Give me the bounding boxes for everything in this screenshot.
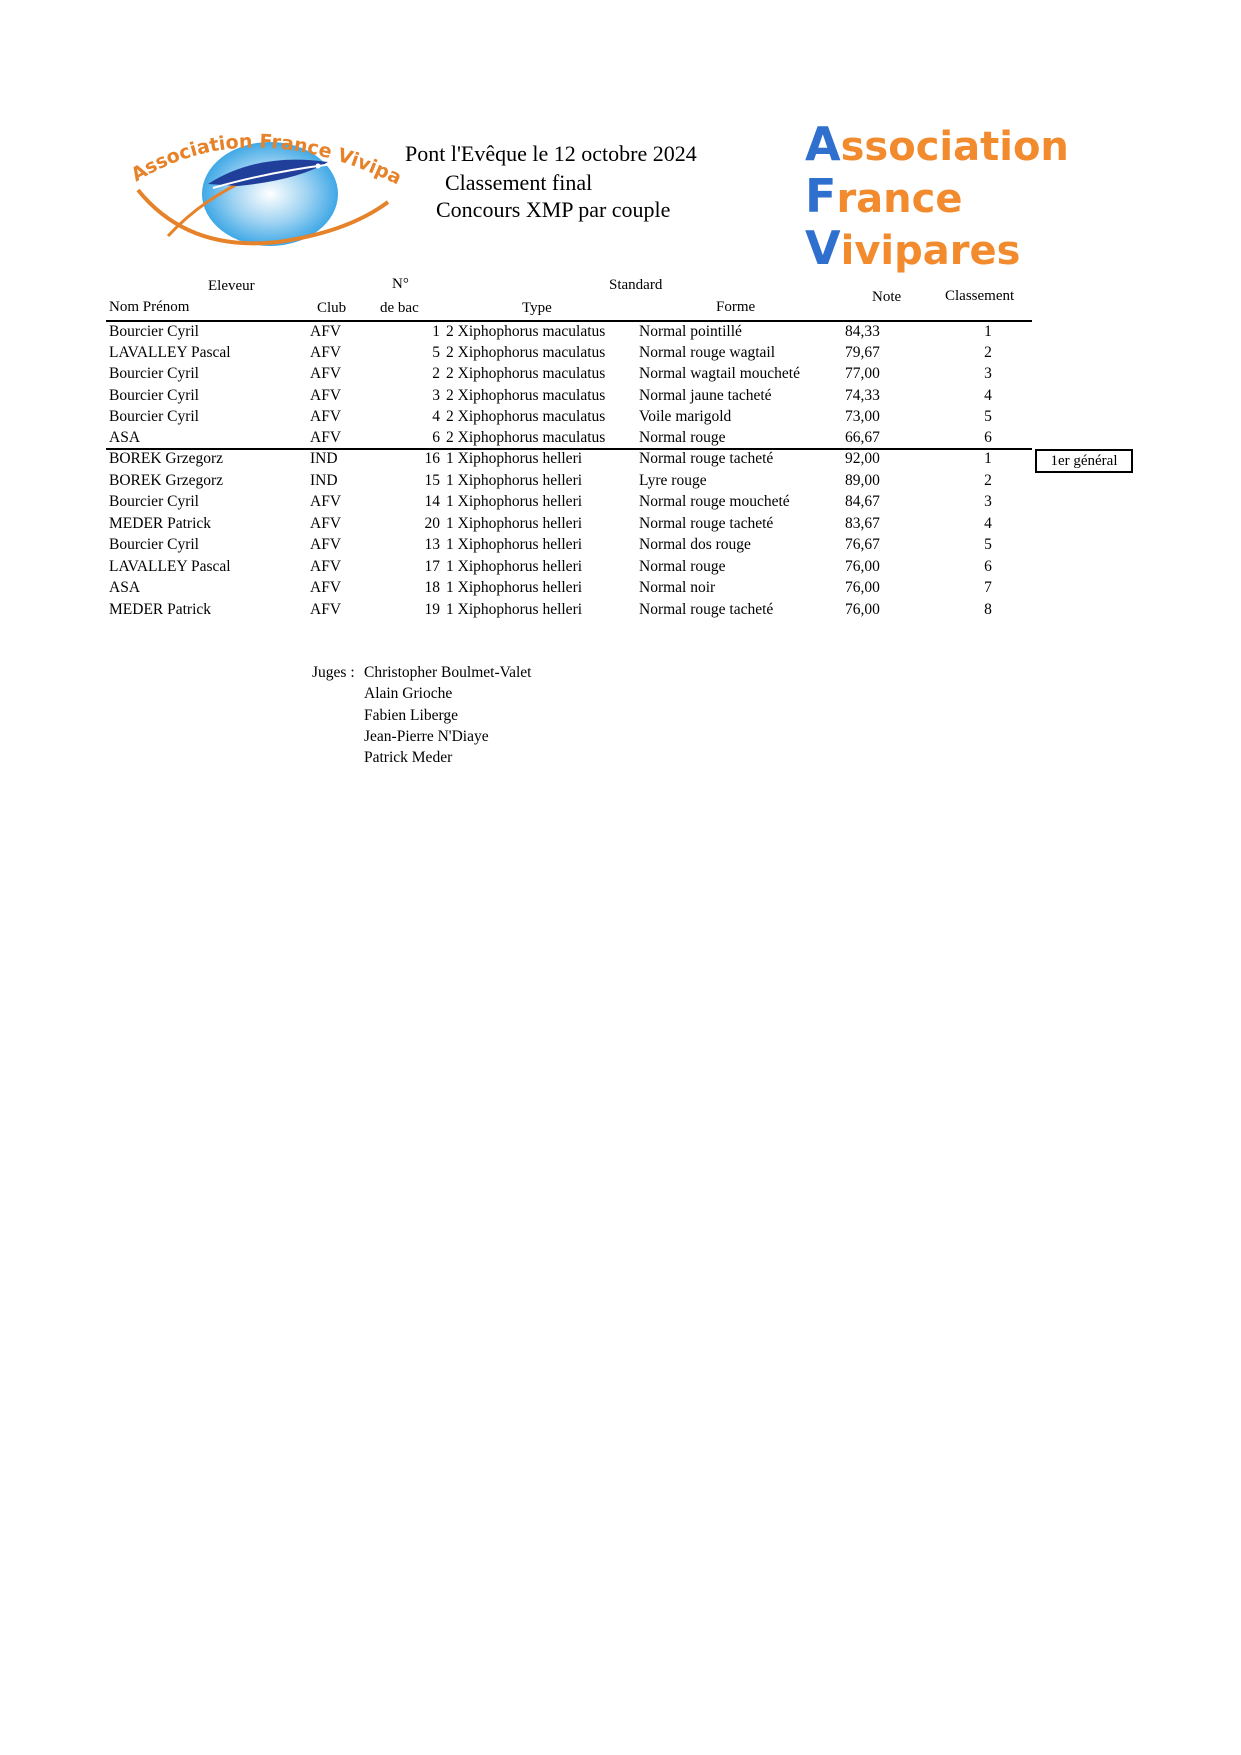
cell-club: AFV bbox=[310, 600, 342, 618]
table-row bbox=[0, 556, 1241, 577]
table-row bbox=[0, 534, 1241, 555]
table-row bbox=[0, 363, 1241, 384]
page-title: Classement final bbox=[445, 170, 593, 195]
table-row bbox=[0, 385, 1241, 406]
cell-forme: Normal rouge tacheté bbox=[639, 600, 774, 618]
cell-note: 76,00 bbox=[845, 600, 880, 618]
cell-type: 1 Xiphophorus helleri bbox=[446, 471, 583, 489]
cell-classement: 8 bbox=[984, 600, 992, 618]
cell-classement: 6 bbox=[984, 557, 992, 575]
cell-forme: Normal rouge bbox=[639, 557, 726, 575]
cell-type: 1 Xiphophorus helleri bbox=[446, 536, 583, 553]
col-forme: Forme bbox=[716, 299, 756, 315]
col-classement: Classement bbox=[945, 288, 1015, 304]
cell-club: IND bbox=[310, 471, 338, 489]
cell-type: 1 Xiphophorus helleri bbox=[446, 450, 583, 467]
cell-note: 76,00 bbox=[845, 557, 880, 575]
cell-type: 2 Xiphophorus maculatus bbox=[446, 323, 606, 340]
cell-bac: 6 bbox=[432, 429, 440, 446]
cell-club: AFV bbox=[310, 429, 342, 446]
cell-forme: Normal rouge bbox=[639, 429, 726, 446]
cell-forme: Normal rouge moucheté bbox=[639, 493, 790, 510]
cell-bac: 1 bbox=[432, 323, 440, 340]
cell-nom: MEDER Patrick bbox=[109, 600, 212, 618]
cell-club: AFV bbox=[310, 344, 342, 362]
cell-classement: 3 bbox=[984, 365, 992, 383]
table-row bbox=[0, 513, 1241, 534]
cell-club: AFV bbox=[310, 536, 342, 553]
cell-bac: 13 bbox=[424, 536, 440, 553]
cell-nom: Bourcier Cyril bbox=[109, 323, 199, 340]
table-row bbox=[0, 491, 1241, 512]
cell-classement: 3 bbox=[984, 493, 992, 510]
event-location-date: Pont l'Evêque le 12 octobre 2024 bbox=[405, 141, 697, 166]
header-standard: Standard bbox=[609, 277, 663, 293]
cell-nom: MEDER Patrick bbox=[109, 514, 212, 532]
cell-club: AFV bbox=[310, 365, 342, 383]
cell-note: 83,67 bbox=[845, 514, 880, 532]
table-row bbox=[0, 342, 1241, 363]
cell-club: AFV bbox=[310, 386, 342, 404]
header-eleveur: Eleveur bbox=[208, 278, 255, 294]
cell-note: 74,33 bbox=[845, 386, 880, 404]
cell-club: IND bbox=[310, 450, 338, 467]
cell-club: AFV bbox=[310, 493, 342, 510]
cell-classement: 1 bbox=[984, 323, 992, 340]
cell-note: 73,00 bbox=[845, 407, 880, 425]
cell-nom: LAVALLEY Pascal bbox=[109, 557, 231, 575]
cell-nom: ASA bbox=[109, 429, 141, 446]
cell-note: 79,67 bbox=[845, 344, 880, 362]
cell-bac: 4 bbox=[432, 407, 440, 425]
judges-label: Juges : bbox=[312, 664, 355, 681]
cell-bac: 15 bbox=[424, 471, 440, 489]
afv-fish-logo bbox=[128, 122, 408, 252]
cell-bac: 2 bbox=[432, 365, 440, 383]
cell-type: 1 Xiphophorus helleri bbox=[446, 493, 583, 510]
cell-forme: Voile marigold bbox=[639, 407, 732, 425]
afv-wordmark-logo: Association France Vivipares bbox=[805, 117, 1069, 275]
col-nom-prenom: Nom Prénom bbox=[109, 299, 190, 315]
cell-type: 2 Xiphophorus maculatus bbox=[446, 365, 606, 383]
judges-list bbox=[364, 662, 531, 768]
cell-classement: 2 bbox=[984, 471, 992, 489]
cell-club: AFV bbox=[310, 407, 342, 425]
header-numero: N° bbox=[392, 276, 409, 292]
cell-classement: 5 bbox=[984, 407, 992, 425]
cell-type: 2 Xiphophorus maculatus bbox=[446, 386, 606, 404]
col-type: Type bbox=[522, 300, 552, 316]
cell-type: 2 Xiphophorus maculatus bbox=[446, 344, 606, 362]
cell-nom: Bourcier Cyril bbox=[109, 536, 199, 553]
cell-note: 77,00 bbox=[845, 365, 880, 383]
col-bac: de bac bbox=[380, 300, 419, 316]
cell-note: 92,00 bbox=[845, 450, 880, 467]
cell-forme: Normal pointillé bbox=[639, 323, 742, 340]
cell-bac: 17 bbox=[424, 557, 440, 575]
cell-type: 1 Xiphophorus helleri bbox=[446, 514, 583, 532]
col-club: Club bbox=[317, 300, 347, 316]
logo-arc-text: Association France Vivipa bbox=[128, 130, 405, 190]
cell-type: 2 Xiphophorus maculatus bbox=[446, 407, 606, 425]
cell-bac: 14 bbox=[424, 493, 440, 510]
cell-nom: Bourcier Cyril bbox=[109, 386, 199, 404]
cell-club: AFV bbox=[310, 557, 342, 575]
cell-nom: ASA bbox=[109, 579, 141, 596]
cell-type: 1 Xiphophorus helleri bbox=[446, 557, 583, 575]
table-row bbox=[0, 321, 1241, 342]
cell-type: 1 Xiphophorus helleri bbox=[446, 579, 583, 596]
judge-name: Jean-Pierre N'Diaye bbox=[364, 727, 489, 745]
page-subtitle: Concours XMP par couple bbox=[436, 197, 671, 222]
cell-forme: Normal rouge tacheté bbox=[639, 514, 774, 532]
cell-nom: Bourcier Cyril bbox=[109, 365, 199, 383]
table-row bbox=[0, 406, 1241, 427]
cell-bac: 3 bbox=[432, 386, 440, 404]
cell-club: AFV bbox=[310, 579, 342, 596]
judge-name: Christopher Boulmet-Valet bbox=[364, 664, 532, 681]
cell-type: 2 Xiphophorus maculatus bbox=[446, 429, 606, 446]
cell-bac: 20 bbox=[424, 514, 440, 532]
table-row bbox=[0, 427, 1241, 448]
cell-forme: Normal rouge tacheté bbox=[639, 450, 774, 467]
cell-nom: BOREK Grzegorz bbox=[109, 450, 224, 467]
cell-note: 89,00 bbox=[845, 471, 880, 489]
table-row bbox=[0, 599, 1241, 620]
cell-forme: Normal dos rouge bbox=[639, 536, 751, 553]
cell-note: 84,67 bbox=[845, 493, 880, 510]
cell-forme: Lyre rouge bbox=[639, 471, 707, 489]
cell-nom: BOREK Grzegorz bbox=[109, 471, 224, 489]
cell-classement: 6 bbox=[984, 429, 992, 446]
cell-forme: Normal rouge wagtail bbox=[639, 344, 776, 362]
cell-classement: 1 bbox=[984, 450, 992, 467]
cell-classement: 4 bbox=[984, 514, 992, 532]
cell-classement: 4 bbox=[984, 386, 992, 404]
cell-note: 76,00 bbox=[845, 579, 880, 596]
judge-name: Alain Grioche bbox=[364, 685, 453, 703]
cell-forme: Normal jaune tacheté bbox=[639, 386, 772, 404]
cell-note: 66,67 bbox=[845, 429, 880, 446]
judge-name: Patrick Meder bbox=[364, 749, 453, 767]
cell-nom: Bourcier Cyril bbox=[109, 407, 199, 425]
cell-note: 76,67 bbox=[845, 536, 880, 553]
cell-classement: 2 bbox=[984, 344, 992, 362]
cell-forme: Normal wagtail moucheté bbox=[639, 365, 800, 383]
cell-type: 1 Xiphophorus helleri bbox=[446, 600, 583, 618]
cell-bac: 18 bbox=[424, 579, 440, 596]
cell-club: AFV bbox=[310, 514, 342, 532]
cell-bac: 19 bbox=[424, 600, 440, 618]
cell-bac: 5 bbox=[432, 344, 440, 362]
cell-note: 84,33 bbox=[845, 323, 880, 340]
cell-nom: Bourcier Cyril bbox=[109, 493, 199, 510]
col-note: Note bbox=[872, 289, 902, 305]
judge-name: Fabien Liberge bbox=[364, 706, 458, 724]
cell-nom: LAVALLEY Pascal bbox=[109, 344, 231, 362]
cell-classement: 5 bbox=[984, 536, 992, 553]
cell-club: AFV bbox=[310, 323, 342, 340]
cell-bac: 16 bbox=[424, 450, 440, 467]
cell-forme: Normal noir bbox=[639, 579, 716, 596]
overall-winner-badge: 1er général bbox=[1035, 449, 1133, 473]
table-row bbox=[0, 577, 1241, 598]
cell-classement: 7 bbox=[984, 579, 992, 596]
